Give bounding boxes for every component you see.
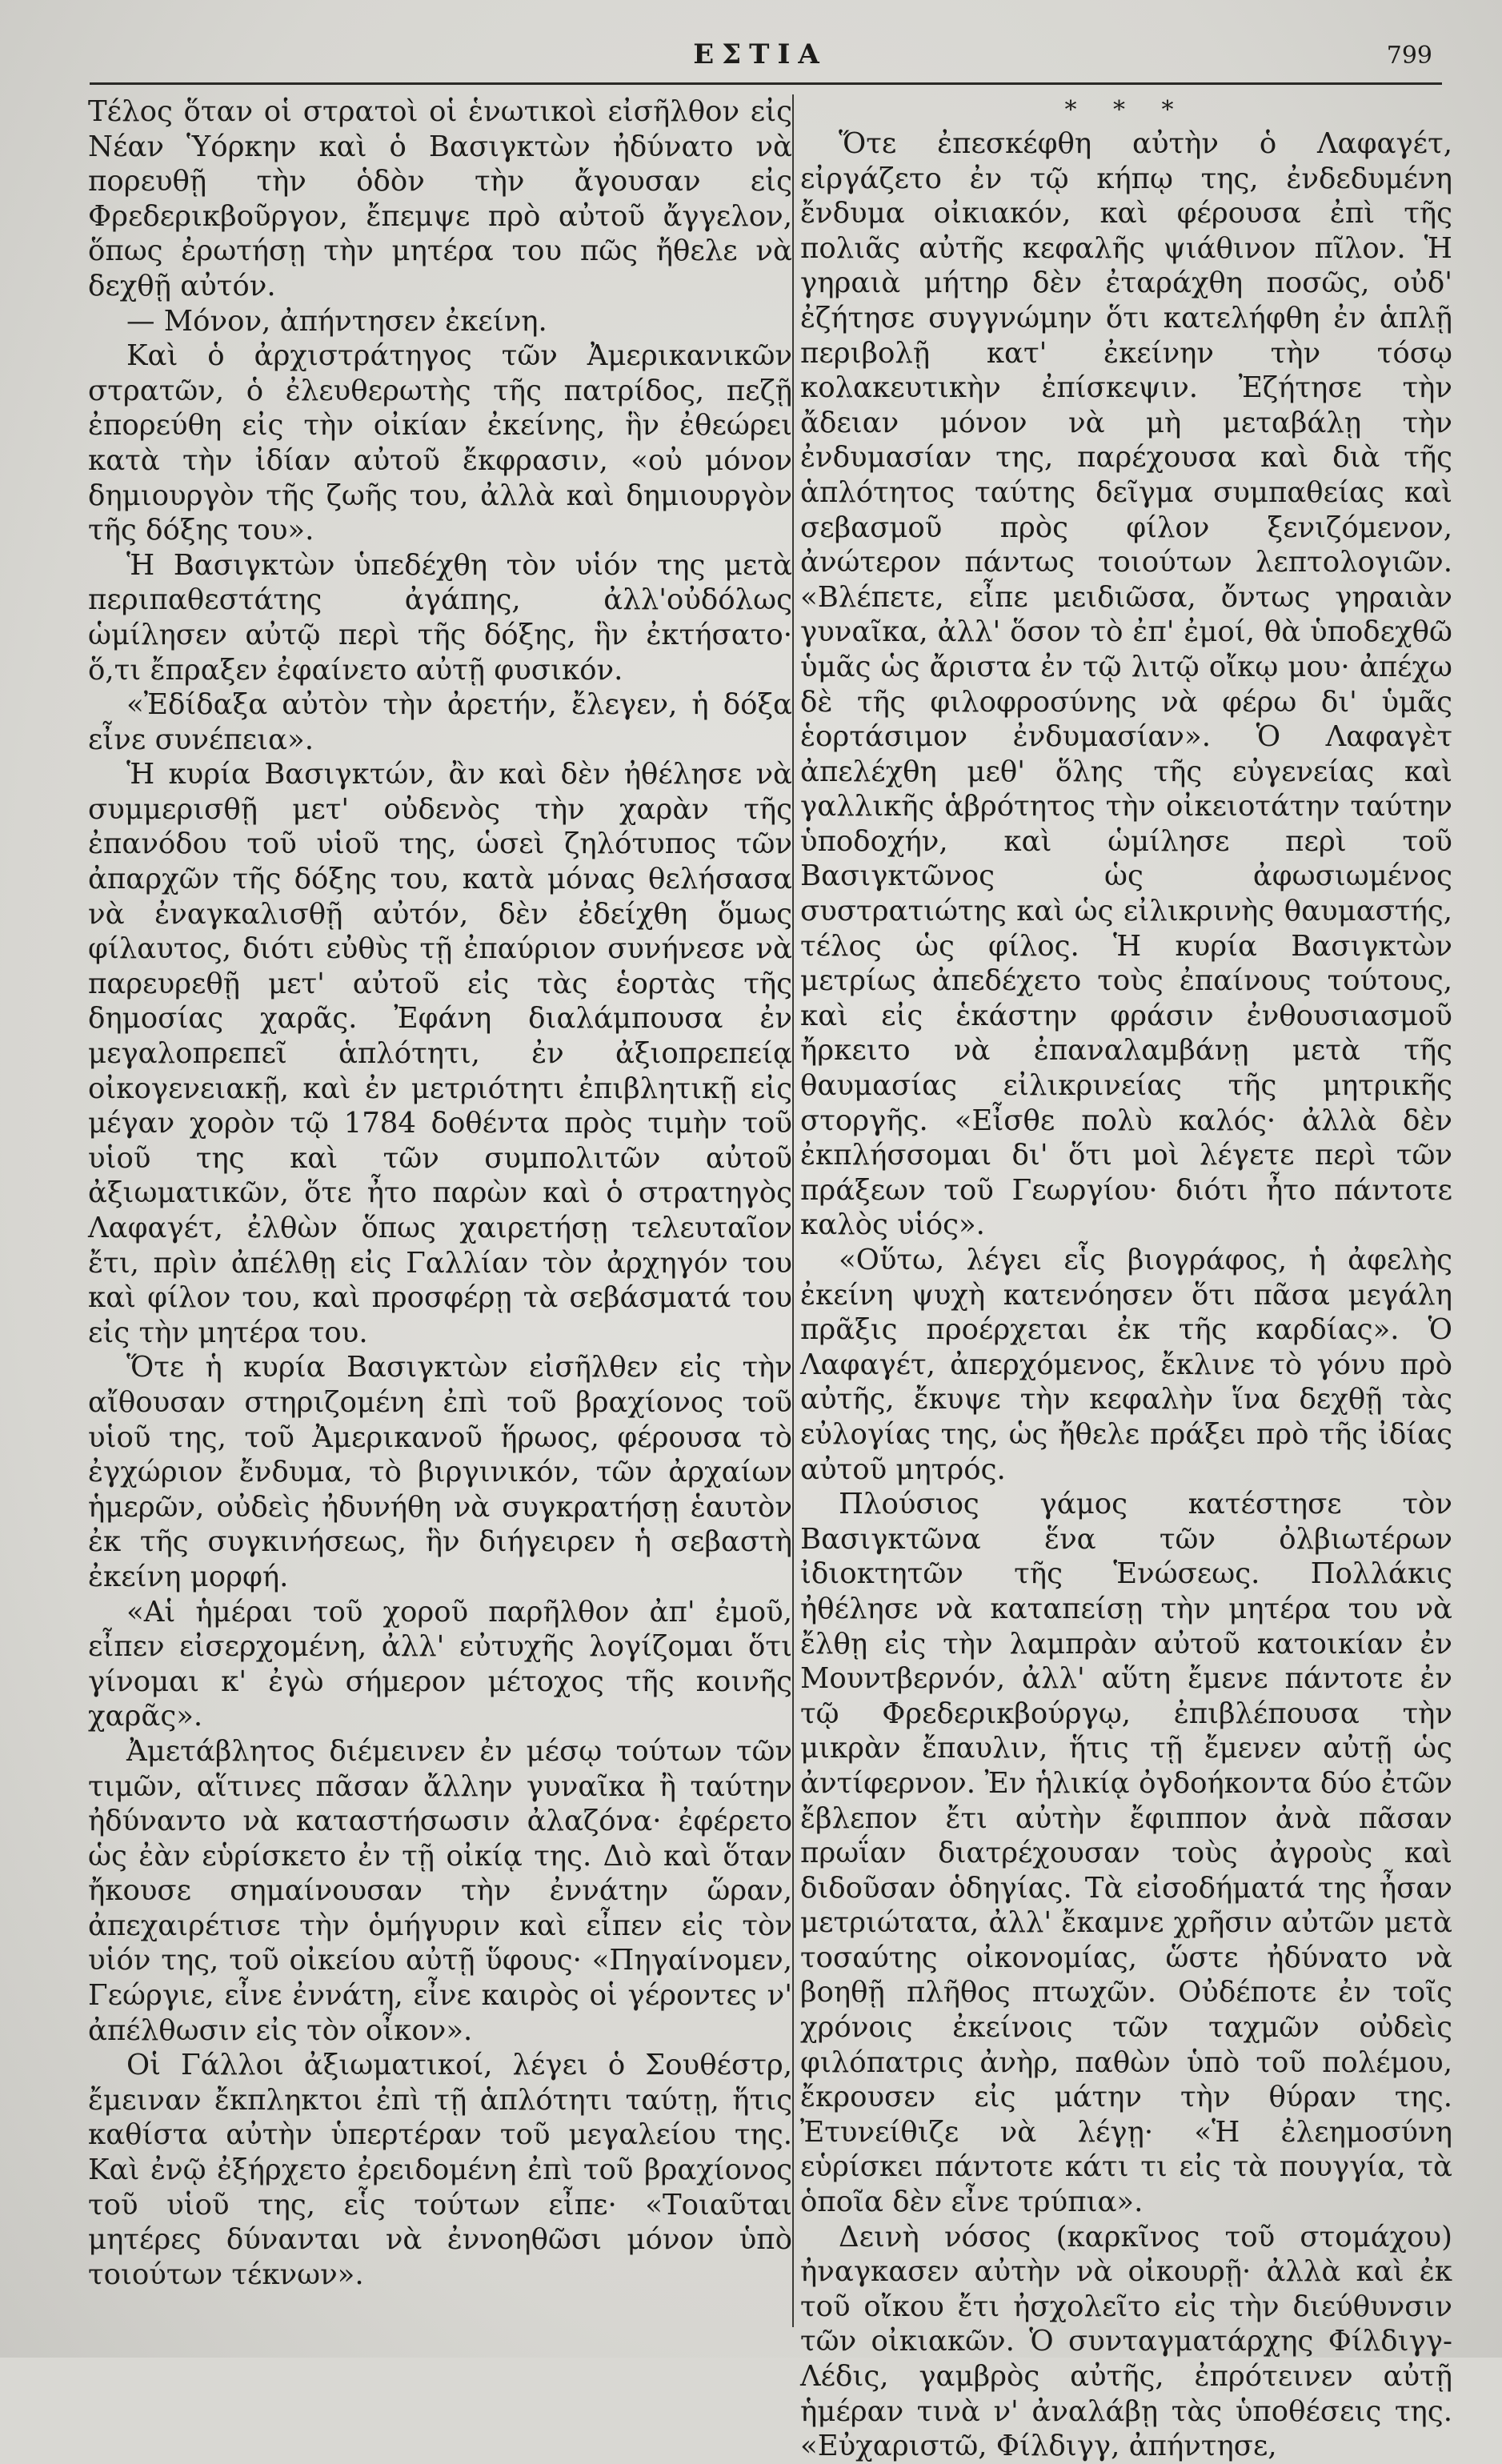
paragraph: Ἡ κυρία Βασιγκτών, ἂν καὶ δὲν ἠθέλησε νὰ συμμερισθῇ μετ' οὐδενὸς τὴν χαρὰν τῆς ἐπανόδου τοῦ υἱοῦ της, ὡσεὶ ζηλότυπος τῶν ἀπαρχῶν τῆς δόξης του, κατὰ μόνας θελήσασα νὰ ἐναγκαλισθῇ αὐτόν, δὲν ἐδείχθη ὅμως φίλαυτος, διότι εὐθὺς τῇ ἐπαύριον συνήνεσε νὰ παρευρεθῇ μετ' αὐτοῦ εἰς τὰς ἑορτὰς τῆς δημοσίας χαρᾶς. Ἐφάνη διαλάμπουσα ἐν μεγαλοπρεπεῖ ἁπλότητι, ἐν ἀξιοπρεπείᾳ οἰκογενειακῇ, καὶ ἐν μετριότητι ἐπιβλητικῇ εἰς μέγαν χορὸν τῷ 1784 δοθέντα πρὸς τιμὴν τοῦ υἱοῦ της καὶ τῶν συμπολιτῶν αὐτοῦ ἀξιωματικῶν, ὅτε ἦτο παρὼν καὶ ὁ στρατηγὸς Λαφαγέτ, ἐλθὼν ὅπως χαιρετήσῃ τελευταῖον ἔτι, πρὶν ἀπέλθῃ εἰς Γαλλίαν τὸν ἀρχηγόν του καὶ φίλον του, καὶ προσφέρῃ τὰ σεβάσματά του εἰς τὴν μητέρα του.: [88, 758, 792, 1349]
paragraph: Ὅτε ἐπεσκέφθη αὐτὴν ὁ Λαφαγέτ, εἰργάζετο ἐν τῷ κήπῳ της, ἐνδεδυμένη ἔνδυμα οἰκιακόν, καὶ φέρουσα ἐπὶ τῆς πολιᾶς αὐτῆς κεφαλῆς ψιάθινον πῖλον. Ἡ γηραιὰ μήτηρ δὲν ἐταράχθη ποσῶς, οὐδ' ἐζήτησε συγγνώμην ὅτι κατελήφθη ἐν ἁπλῇ περιβολῇ κατ' ἐκείνην τὴν τόσῳ κολακευτικὴν ἐπίσκεψιν. Ἐζήτησε τὴν ἄδειαν μόνον νὰ μὴ μεταβάλῃ τὴν ἐνδυμασίαν της, παρέχουσα καὶ διὰ τῆς ἁπλότητος ταύτης δεῖγμα συμπαθείας καὶ σεβασμοῦ πρὸς φίλον ξενιζόμενον, ἀνώτερον πάντως τοιούτων λεπτολογιῶν. «Βλέπετε, εἶπε μειδιῶσα, ὄντως γηραιὰν γυναῖκα, ἀλλ' ὅσον τὸ ἐπ' ἐμοί, θὰ ὑποδεχθῶ ὑμᾶς ὡς ἄριστα ἐν τῷ λιτῷ οἴκῳ μου· ἀπέχω δὲ τῆς φιλοφροσύνης νὰ φέρω δι' ὑμᾶς ἑορτάσιμον ἐνδυμασίαν». Ὁ Λαφαγὲτ ἀπελέχθη μεθ' ὅλης τῆς εὐγενείας καὶ γαλλικῆς ἁβρότητος τὴν οἰκειοτάτην ταύτην ὑποδοχήν, καὶ ὡμίλησε περὶ τοῦ Βασιγκτῶνος ὡς ἀφωσιωμένος συστρατιώτης καὶ ὡς εἰλικρινὴς θαυμαστής, τέλος ὡς φίλος. Ἡ κυρία Βασιγκτὼν μετρίως ἀπεδέχετο τοὺς ἐπαίνους τούτους, καὶ εἰς ἑκάστην φράσιν ἐνθουσιασμοῦ ἤρκειτο νὰ ἐπαναλαμβάνῃ μετὰ τῆς θαυμασίας εἰλικρινείας τῆς μητρικῆς στοργῆς. «Εἶσθε πολὺ καλός· ἀλλὰ δὲν ἐκπλήσσομαι δι' ὅτι μοὶ λέγετε περὶ τῶν πράξεων τοῦ Γεωργίου· διότι ἦτο πάντοτε καλὸς υἱός».: [800, 127, 1452, 1242]
section-asterism: * * *: [1064, 96, 1188, 124]
paragraph: Οἱ Γάλλοι ἀξιωματικοί, λέγει ὁ Σουθέστρ, ἔμειναν ἔκπληκτοι ἐπὶ τῇ ἁπλότητι ταύτῃ, ἥτις καθίστα αὐτὴν ὑπερτέραν τοῦ μεγαλείου της. Καὶ ἐνῷ ἐξήρχετο ἐρειδομένη ἐπὶ τοῦ βραχίονος τοῦ υἱοῦ της, εἷς τούτων εἶπε· «Τοιαῦται μητέρες δύνανται νὰ ἐννοηθῶσι μόνον ὑπὸ τοιούτων τέκνων».: [88, 2049, 792, 2291]
paragraph: «Αἱ ἡμέραι τοῦ χοροῦ παρῆλθον ἀπ' ἐμοῦ, εἶπεν εἰσερχομένη, ἀλλ' εὐτυχῆς λογίζομαι ὅτι γίνομαι κ' ἐγὼ σήμερον μέτοχος τῆς κοινῆς χαρᾶς».: [88, 1595, 792, 1733]
header-rule: [90, 82, 1442, 85]
paragraph: — Μόνον, ἀπήντησεν ἐκείνη.: [126, 304, 547, 338]
publication-title: ΕΣΤΙΑ: [693, 38, 827, 70]
right-column: [800, 94, 1452, 2463]
paragraph: Καὶ ὁ ἀρχιστράτηγος τῶν Ἀμερικανικῶν στρατῶν, ὁ ἐλευθερωτὴς τῆς πατρίδος, πεζῇ ἐπορεύθη εἰς τὴν οἰκίαν ἐκείνης, ἣν ἐθεώρει κατὰ τὴν ἰδίαν αὐτοῦ ἔκφρασιν, «οὐ μόνον δημιουργὸν τῆς ζωῆς του, ἀλλὰ καὶ δημιουργὸν τῆς δόξης του».: [88, 339, 792, 547]
paragraph: Ἀμετάβλητος διέμεινεν ἐν μέσῳ τούτων τῶν τιμῶν, αἵτινες πᾶσαν ἄλλην γυναῖκα ἢ ταύτην ἠδύναντο νὰ καταστήσωσιν ἀλαζόνα· ἐφέρετο ὡς ἐὰν εὑρίσκετο ἐν τῇ οἰκίᾳ της. Διὸ καὶ ὅταν ἤκουσε σημαίνουσαν τὴν ἐννάτην ὥραν, ἀπεχαιρέτισε τὴν ὁμήγυριν καὶ εἶπεν εἰς τὸν υἱόν της, τοῦ οἰκείου αὐτῇ ὕφους· «Πηγαίνομεν, Γεώργιε, εἶνε ἐννάτη, εἶνε καιρὸς οἱ γέροντες ν' ἀπέλθωσιν εἰς τὸν οἶκον».: [88, 1734, 792, 2047]
paragraph: «Οὕτω, λέγει εἷς βιογράφος, ἡ ἀφελὴς ἐκείνη ψυχὴ κατενόησεν ὅτι πᾶσα μεγάλη πρᾶξις προέρχεται ἐκ τῆς καρδίας». Ὁ Λαφαγέτ, ἀπερχόμενος, ἔκλινε τὸ γόνυ πρὸ αὐτῆς, ἔκυψε τὴν κεφαλὴν ἵνα δεχθῇ τὰς εὐλογίας της, ὡς ἤθελε πράξει πρὸ τῆς ἰδίας αὐτοῦ μητρός.: [800, 1244, 1452, 1486]
page-number: 799: [1386, 42, 1432, 70]
column-divider: [792, 94, 794, 2327]
paragraph: Δεινὴ νόσος (καρκῖνος τοῦ στομάχου) ἠναγκασεν αὐτὴν νὰ οἰκουρῇ· ἀλλὰ καὶ ἐκ τοῦ οἴκου ἔτι ἠσχολεῖτο εἰς τὴν διεύθυνσιν τῶν οἰκιακῶν. Ὁ συνταγματάρχης Φίλδιγγ-Λέδις, γαμβρὸς αὐτῆς, ἐπρότεινεν αὐτῇ ἡμέραν τινὰ ν' ἀναλάβῃ τὰς ὑποθέσεις της. «Εὐχαριστῶ, Φίλδιγγ, ἀπήντησε,: [800, 2220, 1452, 2463]
paragraph: Ἡ Βασιγκτὼν ὑπεδέχθη τὸν υἱόν της μετὰ περιπαθεστάτης ἀγάπης, ἀλλ'οὐδόλως ὡμίλησεν αὐτῷ περὶ τῆς δόξης, ἣν ἐκτήσατο· ὅ,τι ἔπραξεν ἐφαίνετο αὐτῇ φυσικόν.: [88, 548, 792, 687]
paragraph: Πλούσιος γάμος κατέστησε τὸν Βασιγκτῶνα ἕνα τῶν ὀλβιωτέρων ἰδιοκτητῶν τῆς Ἑνώσεως. Πολλάκις ἠθέλησε νὰ καταπείσῃ τὴν μητέρα του νὰ ἔλθῃ εἰς τὴν λαμπρὰν αὐτοῦ κατοικίαν ἐν Μουντβερνόν, ἀλλ' αὕτη ἔμενε πάντοτε ἐν τῷ Φρεδερικβούργῳ, ἐπιβλέπουσα τὴν μικρὰν ἔπαυλιν, ἥτις τῇ ἔμενεν αὐτῇ ὡς ἀντίφερνον. Ἐν ἡλικίᾳ ὀγδοήκοντα δύο ἐτῶν ἔβλεπον ἔτι αὐτὴν ἔφιππον ἀνὰ πᾶσαν πρωΐαν διατρέχουσαν τοὺς ἀγροὺς καὶ διδοῦσαν ὁδηγίας. Τὰ εἰσοδήματά της ἦσαν μετριώτατα, ἀλλ' ἔκαμνε χρῆσιν αὐτῶν μετὰ τοσαύτης οἰκονομίας, ὥστε ἠδύνατο νὰ βοηθῇ πλῆθος πτωχῶν. Οὐδέποτε ἐν τοῖς χρόνοις ἐκείνοις τῶν ταχμῶν οὐδεὶς φιλόπατρις ἀνὴρ, παθὼν ὑπὸ τοῦ πολέμου, ἔκρουσεν εἰς μάτην τὴν θύραν της. Ἐτυνείθιζε νὰ λέγῃ· «Ἡ ἐλεημοσύνη εὑρίσκει πάντοτε κάτι τι εἰς τὰ πουγγία, τὰ ὁποῖα δὲν εἶνε τρύπια».: [800, 1488, 1452, 2219]
page-header: [88, 32, 1432, 80]
paragraph: Ὅτε ἡ κυρία Βασιγκτὼν εἰσῆλθεν εἰς τὴν αἴθουσαν στηριζομένη ἐπὶ τοῦ βραχίονος τοῦ υἱοῦ της, τοῦ Ἀμερικανοῦ ἥρωος, φέρουσα τὸ ἐγχώριον ἔνδυμα, τὸ βιργινικόν, τῶν ἀρχαίων ἡμερῶν, οὐδεὶς ἠδυνήθη νὰ συγκρατήσῃ ἑαυτὸν ἐκ τῆς συγκινήσεως, ἣν διήγειρεν ἡ σεβαστὴ ἐκείνη μορφή.: [88, 1351, 792, 1593]
paragraph: «Ἐδίδαξα αὐτὸν τὴν ἀρετήν, ἔλεγεν, ἡ δόξα εἶνε συνέπεια».: [88, 688, 792, 756]
left-column: [88, 94, 792, 2327]
paragraph: Τέλος ὅταν οἱ στρατοὶ οἱ ἑνωτικοὶ εἰσῆλθον εἰς Νέαν Ὑόρκην καὶ ὁ Βασιγκτὼν ἠδύνατο νὰ πορευθῇ τὴν ὁδὸν τὴν ἄγουσαν εἰς Φρεδερικβοῦργον, ἔπεμψε πρὸ αὐτοῦ ἄγγελον, ὅπως ἐρωτήσῃ τὴν μητέρα του πῶς ἤθελε νὰ δεχθῇ αὐτόν.: [88, 95, 792, 302]
